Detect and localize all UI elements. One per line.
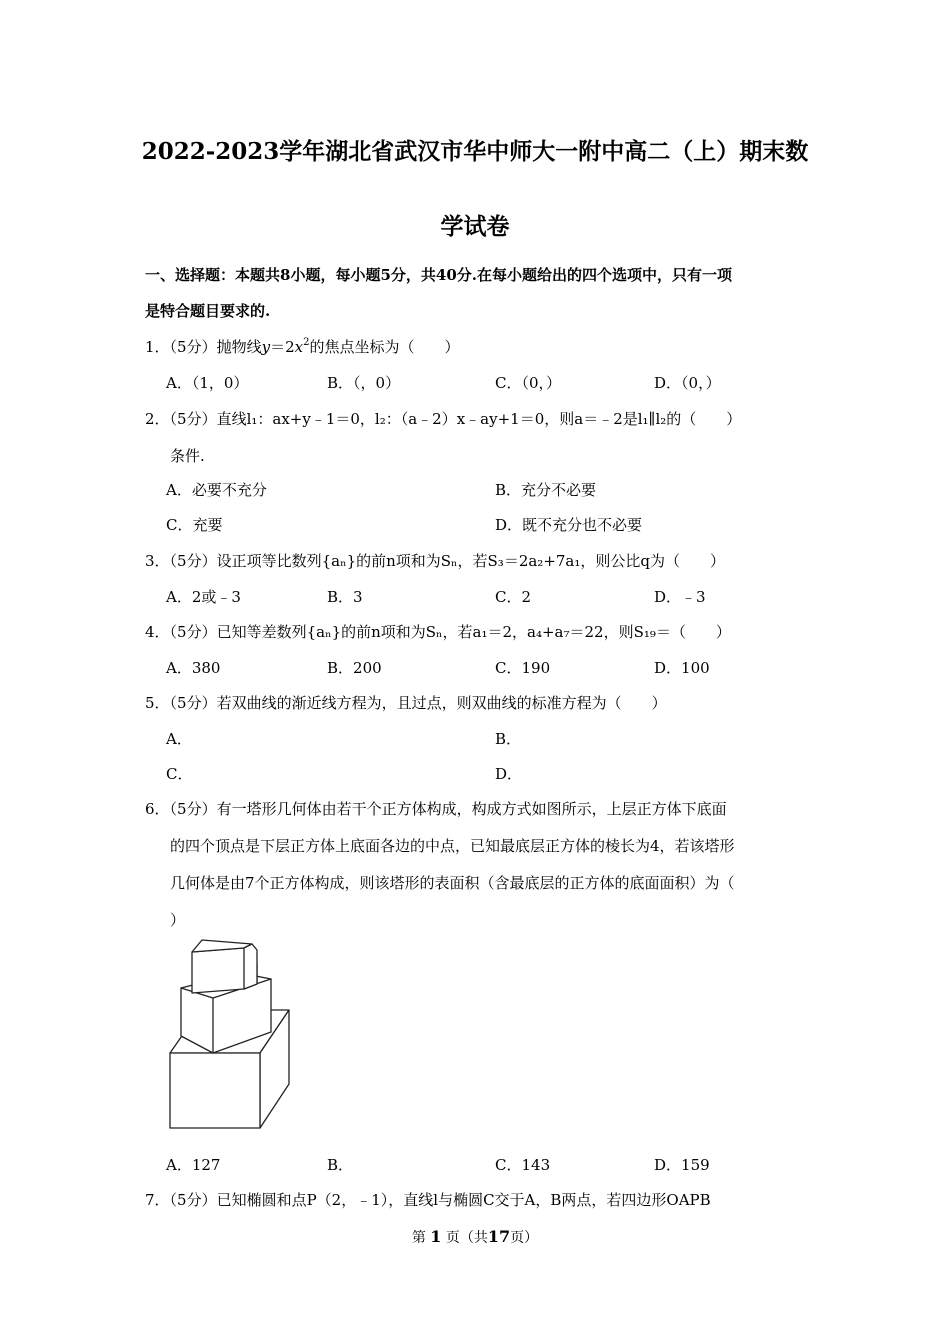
q1-prefix: 1．（5分）抛物线	[145, 338, 262, 356]
q1-option-c: C．（0，）	[495, 374, 562, 392]
q2-option-d: D．既不充分也不必要	[495, 516, 643, 534]
q5-option-a: A．	[166, 730, 192, 748]
q1-option-a: A．（1，0）	[166, 374, 249, 392]
q4-option-c: C．190	[495, 659, 551, 677]
question-6-cont3: ）	[170, 911, 186, 929]
section-heading-line1: 一、选择题：本题共8小题，每小题5分，共40分.在每小题给出的四个选项中，只有一项	[145, 266, 732, 284]
bottom-cube-front-face	[170, 1053, 260, 1128]
question-6-cont2: 几何体是由7个正方体构成，则该塔形的表面积（含最底层的正方体的底面面积）为（	[170, 874, 735, 892]
footer-prefix: 第	[411, 1230, 426, 1246]
question-1	[145, 336, 459, 357]
q5-option-b: B．	[495, 730, 522, 748]
q1-eq: ＝2	[270, 338, 295, 356]
question-2-cont: 条件.	[170, 447, 205, 465]
q6-option-c: C．143	[495, 1156, 551, 1174]
q3-option-c: C．2	[495, 588, 532, 606]
q1-exponent: 2	[303, 337, 310, 348]
exam-title-line1: 2022-2023学年湖北省武汉市华中师大一附中高二（上）期末数	[141, 138, 809, 165]
footer-middle: 页（共	[445, 1230, 488, 1246]
q1-var-x: x	[294, 338, 304, 356]
tower-cubes-figure	[166, 938, 296, 1132]
question-2: 2．（5分）直线l₁：ax+y﹣1＝0，l₂：（a﹣2）x﹣ay+1＝0，则a＝﹣2是l₁∥l₂的（ ）	[145, 410, 742, 428]
question-6: 6．（5分）有一塔形几何体由若干个正方体构成，构成方式如图所示，上层正方体下底面	[145, 800, 727, 818]
page-footer	[0, 1227, 950, 1247]
footer-suffix: 页）	[510, 1230, 539, 1246]
q5-option-c: C．	[166, 765, 193, 783]
q2-option-b: B．充分不必要	[495, 481, 597, 499]
footer-page-number: 1	[430, 1227, 442, 1246]
q5-option-d: D．	[495, 765, 523, 783]
q2-option-a: A．必要不充分	[166, 481, 267, 499]
q6-option-b: B．	[327, 1156, 354, 1174]
q3-option-d: D．﹣3	[654, 588, 706, 606]
q1-option-b: B．（，0）	[327, 374, 401, 392]
q4-option-b: B．200	[327, 659, 382, 677]
q4-option-d: D．100	[654, 659, 710, 677]
question-5: 5．（5分）若双曲线的渐近线方程为，且过点，则双曲线的标准方程为（ ）	[145, 694, 667, 712]
q3-option-a: A．2或﹣3	[166, 588, 241, 606]
q6-option-d: D．159	[654, 1156, 710, 1174]
question-7: 7．（5分）已知椭圆和点P（2，﹣1），直线l与椭圆C交于A，B两点，若四边形OAPB	[145, 1191, 711, 1209]
q3-option-b: B．3	[327, 588, 363, 606]
q1-var-y: y	[261, 338, 271, 356]
section-heading-line2: 是特合题目要求的.	[145, 302, 271, 320]
q4-option-a: A．380	[166, 659, 221, 677]
q1-option-d: D．（0，）	[654, 374, 721, 392]
top-cube-side-face	[244, 944, 257, 989]
question-6-cont1: 的四个顶点是下层正方体上底面各边的中点，已知最底层正方体的棱长为4，若该塔形	[170, 837, 735, 855]
exam-title-line2: 学试卷	[440, 213, 510, 240]
footer-total-pages: 17	[487, 1227, 511, 1246]
question-3: 3．（5分）设正项等比数列{aₙ}的前n项和为Sₙ，若S₃＝2a₂+7a₁，则公比q为（ ）	[145, 552, 725, 570]
question-4: 4．（5分）已知等差数列{aₙ}的前n项和为Sₙ，若a₁＝2，a₄+a₇＝22，则S₁₉＝（ ）	[145, 623, 731, 641]
q6-option-a: A．127	[166, 1156, 221, 1174]
q2-option-c: C．充要	[166, 516, 223, 534]
q1-suffix: 的焦点坐标为（ ）	[309, 338, 460, 356]
